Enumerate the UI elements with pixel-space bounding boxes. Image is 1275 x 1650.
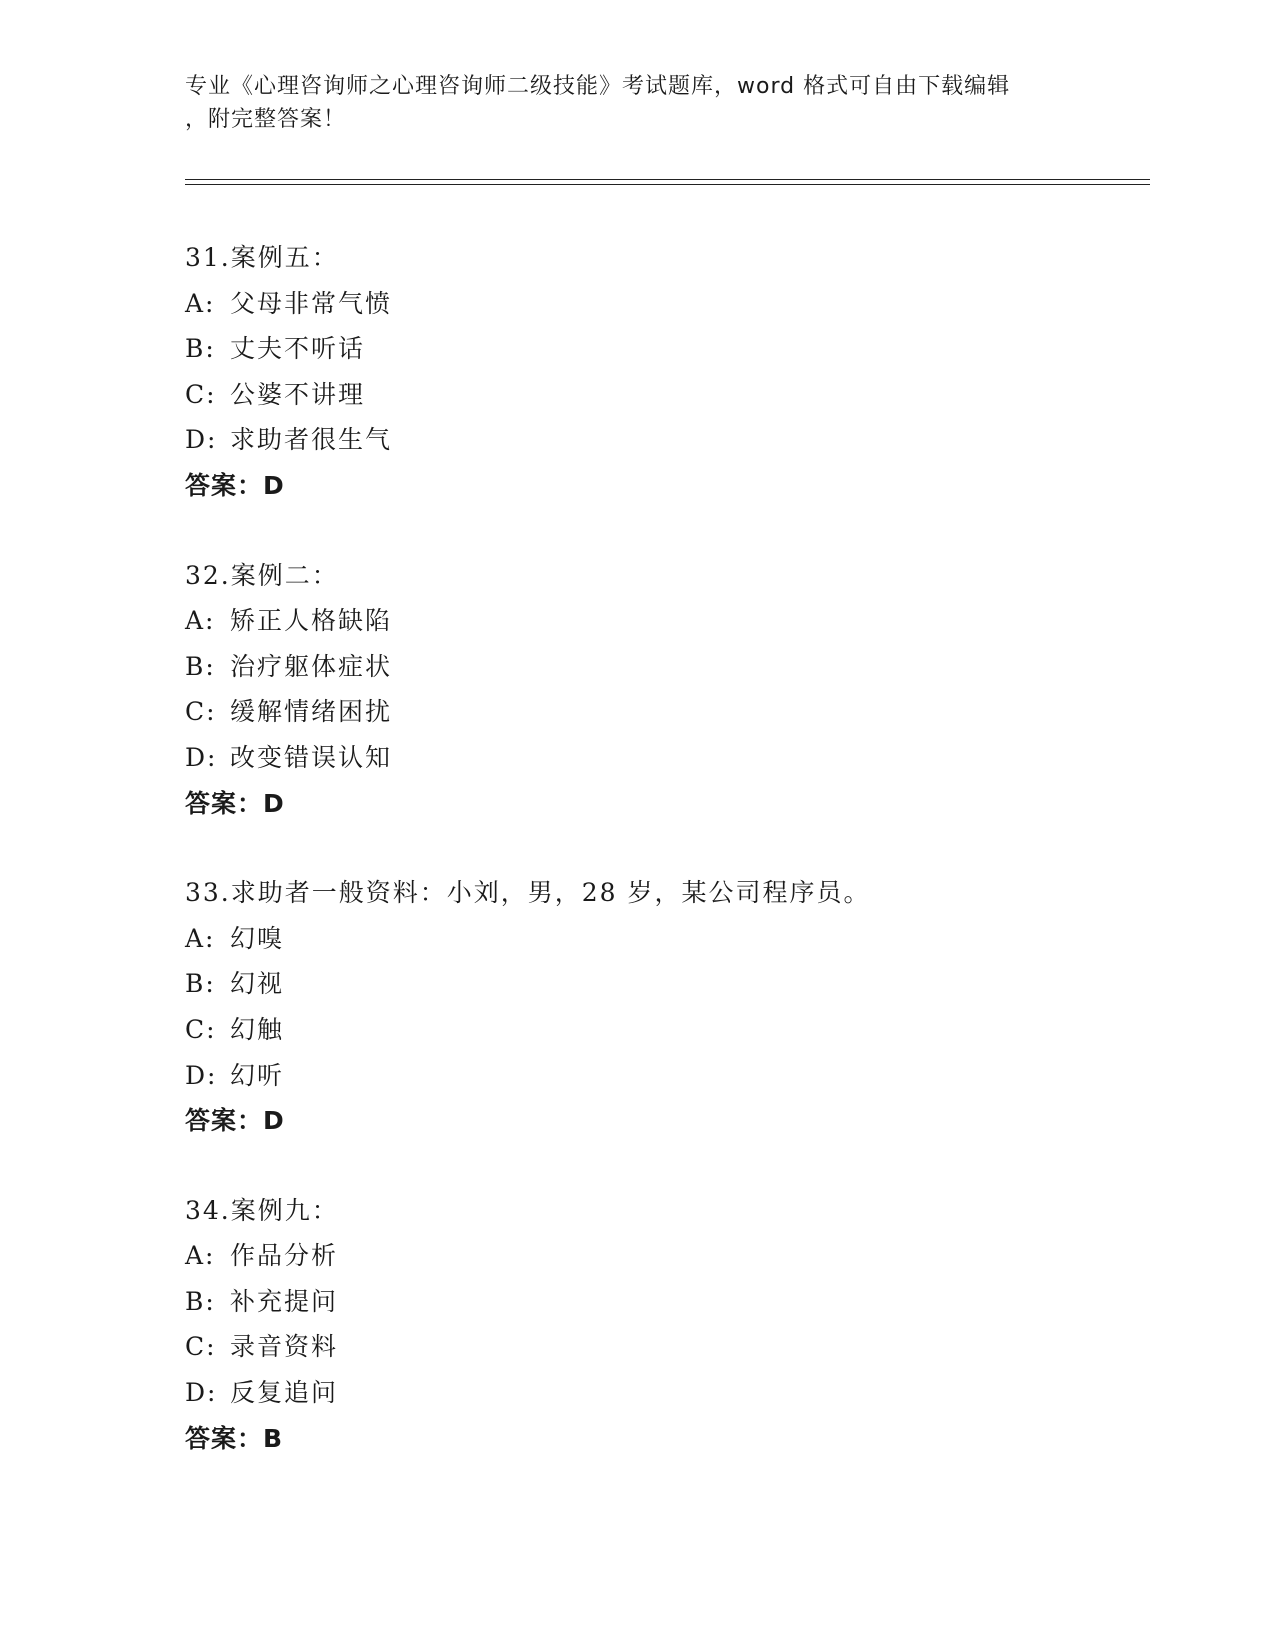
option-d <box>185 417 1145 463</box>
option-c <box>185 1007 1145 1053</box>
option-c <box>185 689 1145 735</box>
question-32 <box>185 553 1145 827</box>
option-text: 治疗躯体症状 <box>230 651 393 681</box>
question-31 <box>185 235 1145 509</box>
question-title: 32.案例二： <box>185 560 339 590</box>
option-key: B: <box>185 334 216 364</box>
answer: 答案：D <box>185 470 285 500</box>
option-key: D: <box>185 1060 218 1090</box>
option-a <box>185 281 1145 327</box>
option-key: A: <box>185 1241 216 1271</box>
option-text: 求助者很生气 <box>230 425 393 455</box>
option-key: C: <box>185 1332 217 1362</box>
option-d <box>185 1053 1145 1099</box>
option-key: B: <box>185 969 216 999</box>
option-d <box>185 1370 1145 1416</box>
option-text: 作品分析 <box>230 1241 339 1271</box>
option-key: C: <box>185 379 217 409</box>
option-d <box>185 735 1145 781</box>
option-b <box>185 1279 1145 1325</box>
option-c <box>185 1324 1145 1370</box>
option-key: C: <box>185 1014 217 1044</box>
option-text: 补充提问 <box>230 1286 339 1316</box>
option-text: 丈夫不听话 <box>230 334 366 364</box>
question-34 <box>185 1188 1145 1462</box>
question-title: 33.求助者一般资料：小刘，男，28 岁，某公司程序员。 <box>185 878 871 908</box>
option-key: A: <box>185 288 216 318</box>
document-header <box>185 70 1065 136</box>
option-b <box>185 961 1145 1007</box>
header-divider-bottom <box>185 184 1150 185</box>
option-key: D: <box>185 425 218 455</box>
question-list <box>185 235 1145 1505</box>
option-key: D: <box>185 1378 218 1408</box>
option-key: D: <box>185 742 218 772</box>
option-key: A: <box>185 606 216 636</box>
answer: 答案：B <box>185 1423 284 1453</box>
option-text: 幻触 <box>230 1014 285 1044</box>
option-b <box>185 326 1145 372</box>
option-key: A: <box>185 923 216 953</box>
option-text: 改变错误认知 <box>230 742 393 772</box>
question-title: 34.案例九： <box>185 1195 339 1225</box>
header-line-1: 专业《心理咨询师之心理咨询师二级技能》考试题库，word 格式可自由下载编辑 <box>185 74 1011 99</box>
option-text: 父母非常气愤 <box>230 288 393 318</box>
option-text: 缓解情绪困扰 <box>230 697 393 727</box>
option-key: B: <box>185 651 216 681</box>
question-title: 31.案例五： <box>185 243 339 272</box>
option-text: 录音资料 <box>230 1332 339 1362</box>
option-text: 幻嗅 <box>230 923 285 953</box>
option-b <box>185 644 1145 690</box>
option-c <box>185 372 1145 418</box>
option-key: C: <box>185 697 217 727</box>
option-text: 幻视 <box>230 969 285 999</box>
option-text: 反复追问 <box>230 1378 339 1408</box>
option-a <box>185 1233 1145 1279</box>
option-text: 矫正人格缺陷 <box>230 606 393 636</box>
header-line-2: ，附完整答案！ <box>185 107 347 132</box>
option-text: 幻听 <box>230 1060 285 1090</box>
header-divider-top <box>185 179 1150 180</box>
answer: 答案：D <box>185 1106 285 1136</box>
option-a <box>185 916 1145 962</box>
question-33 <box>185 870 1145 1144</box>
answer: 答案：D <box>185 788 285 818</box>
option-key: B: <box>185 1286 216 1316</box>
option-a <box>185 598 1145 644</box>
option-text: 公婆不讲理 <box>230 379 366 409</box>
